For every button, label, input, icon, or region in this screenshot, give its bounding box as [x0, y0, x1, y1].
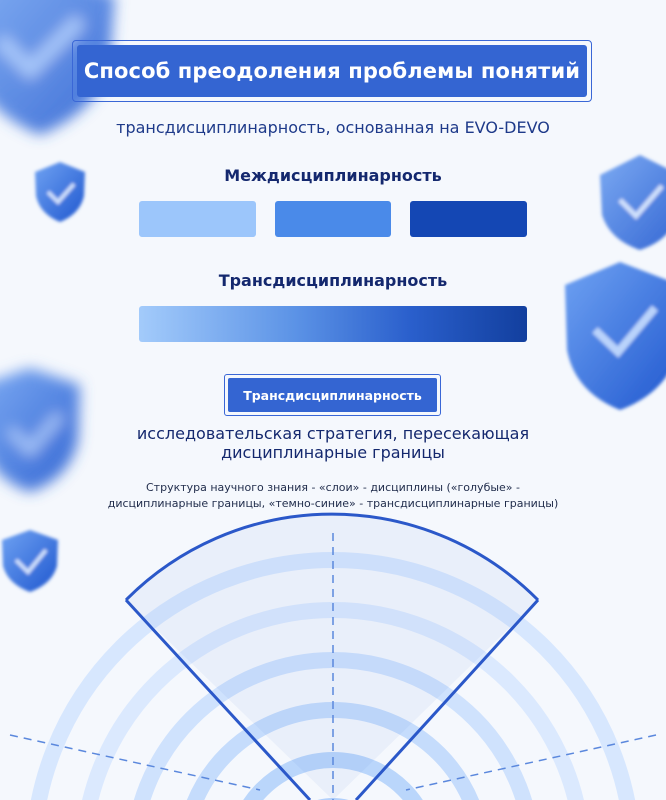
caption-line: дисциплинарные границы, «темно-синие» - трансдисциплинарные границы)	[107, 497, 559, 510]
shield-check-icon	[2, 530, 58, 592]
definition-line: исследовательская стратегия, пересекающая	[136, 424, 530, 443]
page-title: Способ преодоления проблемы понятий	[77, 45, 587, 97]
definition-label: Трансдисциплинарность	[228, 378, 437, 412]
knowledge-layers-diagram	[10, 514, 656, 800]
page-subtitle: трансдисциплинарность, основанная на EVO-DEVO	[116, 118, 550, 137]
discipline-bar-light	[139, 201, 256, 237]
caption-line: Структура научного знания - «слои» - дисциплины («голубые» -	[146, 481, 520, 494]
definition-text	[0, 424, 666, 462]
discipline-bar-dark	[410, 201, 527, 237]
transdisciplinarity-heading: Трансдисциплинарность	[218, 271, 448, 290]
transdisciplinary-sector	[126, 514, 538, 800]
discipline-bar-medium	[275, 201, 391, 237]
definition-line: дисциплинарные границы	[221, 443, 445, 462]
transdisciplinary-gradient-bar	[139, 306, 527, 342]
interdisciplinarity-heading: Междисциплинарность	[224, 166, 442, 185]
diagram-caption	[0, 480, 666, 512]
